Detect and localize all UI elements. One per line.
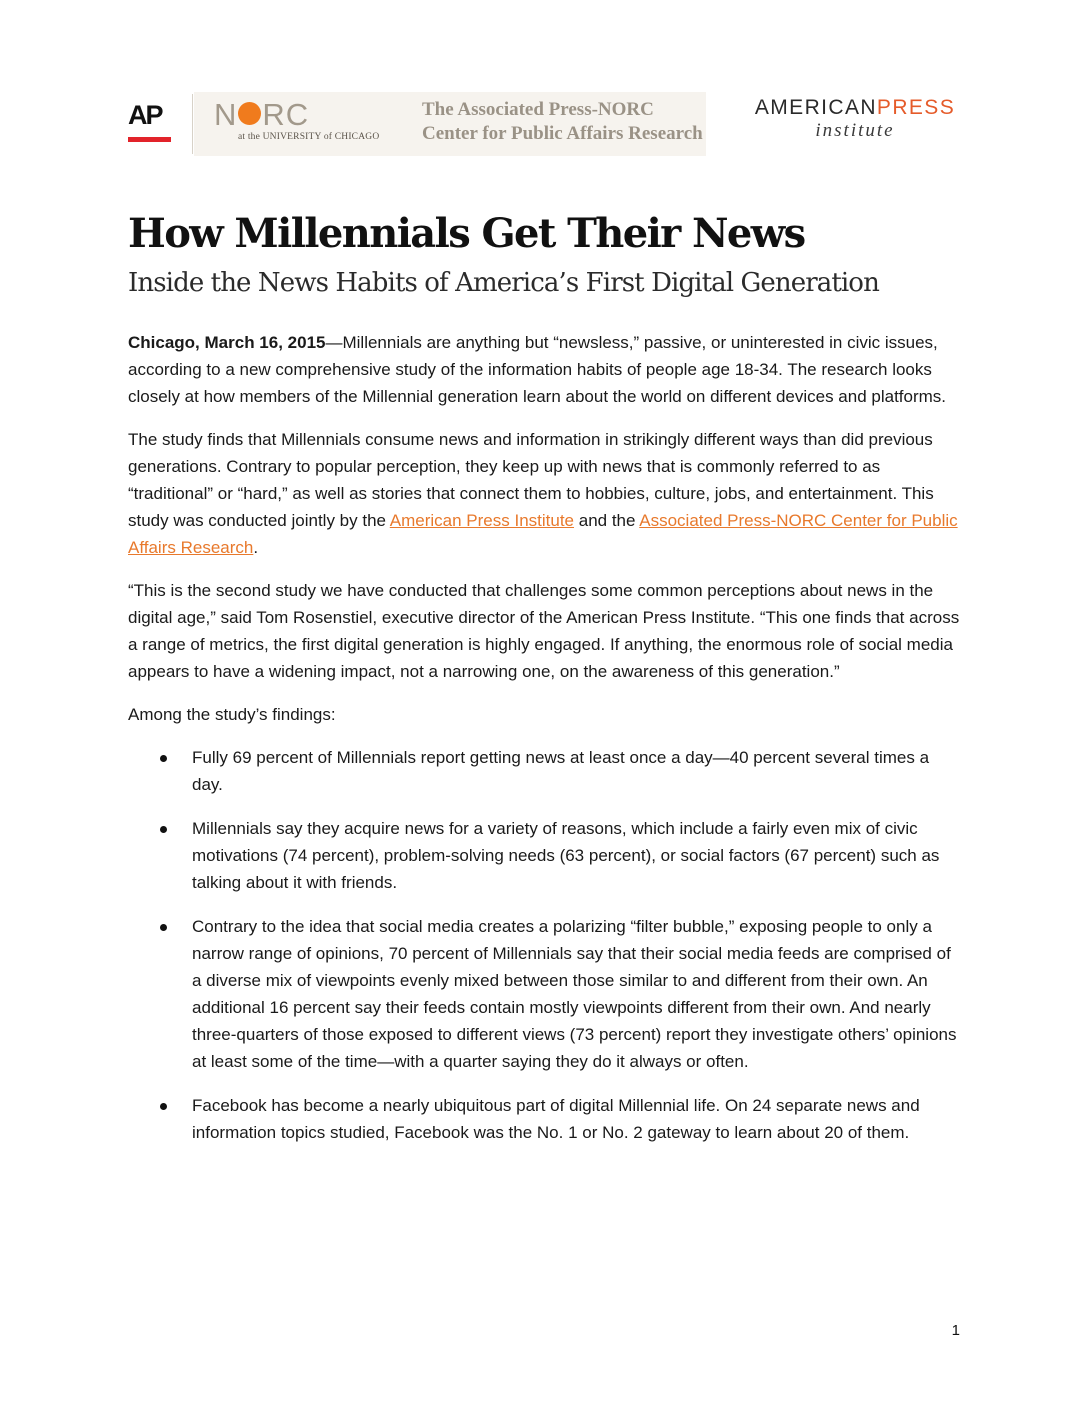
paragraph-study-middle: and the: [574, 511, 640, 530]
norc-wordmark: [214, 98, 309, 132]
link-american-press-institute[interactable]: American Press Institute: [389, 511, 575, 530]
ap-logo-underline: [128, 137, 171, 142]
api-logo-wordmark: [750, 96, 960, 120]
center-name: [422, 98, 703, 146]
api-american: AMERICAN: [754, 96, 877, 119]
ap-logo-text: AP: [128, 100, 162, 130]
paragraph-quote: “This is the second study we have conducted that challenges some common perceptions about news in the digital age,” said Tom Rosenstiel, executive director of the American Press Institute. “This one finds that across a range of metrics, the first digital generation is highly engaged. If anything, the enormous role of social media appears to have a widening impact, not a narrowing one, on the awareness of this generation.”: [128, 581, 960, 681]
findings-list: [128, 744, 962, 1146]
list-item: [128, 1092, 962, 1146]
paragraph-study-text: The study finds that Millennials consume news and information in strikingly different ways than did previous generations. Contrary to popular perception, they keep up with news that is commonly referred to as “traditional” or “hard,” as well as stories that connect them to hobbies, culture, jobs, and entertainment. This study was conducted jointly by the: [128, 430, 934, 530]
norc-letters-rc: RC: [262, 97, 310, 132]
article-body: [128, 329, 962, 1163]
logo-divider: [192, 94, 193, 154]
link-ap-norc-center[interactable]: Associated Press-NORC Center for Public Affairs Research: [128, 511, 958, 557]
paragraph-intro: [128, 329, 962, 410]
american-press-institute-logo: [750, 96, 960, 142]
paragraph-intro-text: —Millennials are anything but “newsless,” passive, or uninterested in civic issues, according to a new comprehensive study of the information habits of people age 18-34. The research looks closely at how members of the Millennial generation learn about the world on different devices and platforms.: [128, 333, 947, 406]
page-number: 1: [951, 1322, 960, 1339]
center-name-line1: The Associated Press-NORC: [422, 99, 654, 120]
finding-text: Fully 69 percent of Millennials report getting news at least once a day—40 percent several times a day.: [192, 748, 930, 794]
finding-text: Millennials say they acquire news for a variety of reasons, which include a fairly even mix of civic motivations (74 percent), problem-solving needs (63 percent), or social factors (67 percent) such as talking about it with friends.: [192, 819, 940, 892]
paragraph-study: [128, 426, 962, 561]
apnorc-logo: [194, 92, 706, 156]
norc-university-tagline: at the UNIVERSITY of CHICAGO: [238, 132, 380, 142]
list-item: [128, 744, 962, 798]
finding-text: Facebook has become a nearly ubiquitous part of digital Millennial life. On 24 separate news and information topics studied, Facebook was the No. 1 or No. 2 gateway to learn about 20 of them.: [192, 1096, 920, 1142]
logo-bar: [128, 92, 960, 156]
page-title: How Millennials Get Their News: [128, 210, 805, 257]
api-institute: institute: [815, 120, 895, 141]
api-press: PRESS: [876, 96, 956, 119]
bullet-icon: [160, 924, 167, 931]
list-item: [128, 913, 962, 1075]
bullet-icon: [160, 826, 167, 833]
norc-letter-n: N: [214, 97, 238, 132]
ap-logo: [128, 100, 172, 142]
bullet-icon: [160, 1103, 167, 1110]
dateline: Chicago, March 16, 2015: [128, 333, 326, 352]
norc-orange-circle-icon: [238, 102, 261, 125]
page-subtitle: Inside the News Habits of America’s First Digital Generation: [128, 268, 879, 298]
list-item: [128, 815, 962, 896]
findings-intro: Among the study’s findings:: [128, 705, 336, 724]
paragraph-study-end: .: [253, 538, 259, 557]
finding-text: Contrary to the idea that social media creates a polarizing “filter bubble,” exposing people to only a narrow range of opinions, 70 percent of Millennials say that their social media feeds are comprised of a diverse mix of viewpoints evenly mixed between those similar to and different from their own. An additional 16 percent say their feeds contain mostly viewpoints different from their own. And nearly three-quarters of those exposed to different views (73 percent) report they investigate others’ opinions at least some of the time—with a quarter saying they do it always or often.: [192, 917, 957, 1071]
bullet-icon: [160, 755, 167, 762]
center-name-line2: Center for Public Affairs Research: [422, 123, 703, 144]
